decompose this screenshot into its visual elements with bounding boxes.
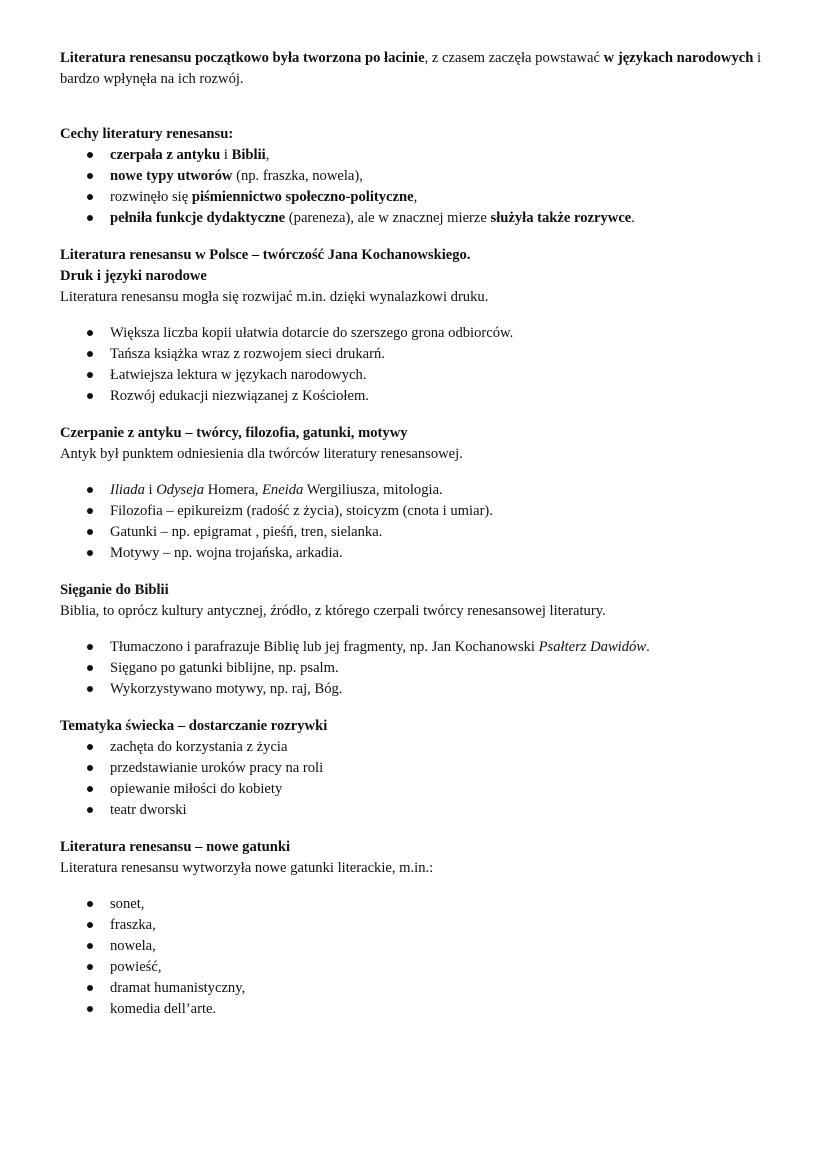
antyk-heading: Czerpanie z antyku – twórcy, filozofia, gatunki, motywy: [60, 425, 408, 441]
list-item: [60, 166, 768, 187]
gatunki-heading: Literatura renesansu – nowe gatunki: [60, 839, 291, 855]
list-item: Gatunki – np. epigramat , pieśń, tren, sielanka.: [60, 522, 768, 543]
text: Tłumaczono i parafrazuje Biblię lub jej fragmenty, np. Jan Kochanowski: [110, 639, 539, 655]
text: (np. fraszka, nowela),: [232, 168, 363, 184]
swiecka-list: [60, 737, 768, 821]
list-item: Filozofia – epikureizm (radość z życia), stoicyzm (cnota i umiar).: [60, 501, 768, 522]
intro-bold-national: w językach narodowych: [603, 50, 754, 66]
text: i: [144, 482, 157, 498]
biblia-heading: Sięganie do Biblii: [60, 582, 169, 598]
list-item: Łatwiejsza lektura w językach narodowych.: [60, 365, 768, 386]
antyk-list: [60, 480, 768, 564]
swiecka-heading: Tematyka świecka – dostarczanie rozrywki: [60, 718, 328, 734]
list-item: Motywy – np. wojna trojańska, arkadia.: [60, 543, 768, 564]
italic-title: Odyseja: [156, 482, 205, 498]
text: .: [646, 639, 650, 655]
text: Wergiliusza, mitologia.: [303, 482, 443, 498]
text: .: [631, 210, 635, 226]
intro-bold-latin: Literatura renesansu początkowo była tworzona po łacinie: [60, 50, 425, 66]
text: Homera,: [204, 482, 263, 498]
list-item: Rozwój edukacji niezwiązanej z Kościołem.: [60, 386, 768, 407]
text: i: [220, 147, 232, 163]
list-item: [60, 187, 768, 208]
list-item: przedstawianie uroków pracy na roli: [60, 758, 768, 779]
text: rozwinęło się: [110, 189, 192, 205]
list-item: [60, 145, 768, 166]
biblia-intro: Biblia, to oprócz kultury antycznej, źródło, z którego czerpali twórcy renesansowej literatury.: [60, 603, 606, 619]
bold-text: piśmiennictwo społeczno-polityczne: [191, 189, 414, 205]
text: ,: [413, 189, 418, 205]
polska-subheading: Druk i języki narodowe: [60, 268, 207, 284]
list-item: fraszka,: [60, 915, 768, 936]
biblia-list: [60, 637, 768, 700]
cechy-list: [60, 145, 768, 229]
bold-text: Biblii: [231, 147, 266, 163]
italic-title: Psałterz Dawidów: [538, 639, 647, 655]
list-item: Większa liczba kopii ułatwia dotarcie do szerszego grona odbiorców.: [60, 323, 768, 344]
intro-text: , z czasem zaczęła powstawać: [424, 50, 604, 66]
polska-list: [60, 323, 768, 407]
intro-paragraph: [60, 48, 768, 90]
intro-text-end: i bardzo wpłynęła na ich rozwój.: [60, 50, 762, 87]
list-item: komedia dell’arte.: [60, 999, 768, 1020]
antyk-intro: Antyk był punktem odniesienia dla twórców literatury renesansowej.: [60, 446, 463, 462]
list-item: [60, 208, 768, 229]
text: ,: [265, 147, 270, 163]
list-item: teatr dworski: [60, 800, 768, 821]
list-item: opiewanie miłości do kobiety: [60, 779, 768, 800]
gatunki-intro: Literatura renesansu wytworzyła nowe gatunki literackie, m.in.:: [60, 860, 434, 876]
bold-text: nowe typy utworów: [110, 168, 233, 184]
italic-title: Eneida: [262, 482, 304, 498]
text: (pareneza), ale w znacznej mierze: [285, 210, 491, 226]
cechy-heading: Cechy literatury renesansu:: [60, 126, 234, 142]
bold-text: pełniła funkcje dydaktyczne: [110, 210, 286, 226]
gatunki-list: [60, 894, 768, 1020]
list-item: powieść,: [60, 957, 768, 978]
polska-intro: Literatura renesansu mogła się rozwijać m.in. dzięki wynalazkowi druku.: [60, 289, 489, 305]
list-item: nowela,: [60, 936, 768, 957]
list-item: zachęta do korzystania z życia: [60, 737, 768, 758]
list-item: Tańsza książka wraz z rozwojem sieci drukarń.: [60, 344, 768, 365]
list-item: sonet,: [60, 894, 768, 915]
bold-text: czerpała z antyku: [110, 147, 221, 163]
bold-text: służyła także rozrywce: [490, 210, 632, 226]
list-item: [60, 480, 768, 501]
italic-title: Iliada: [110, 482, 145, 498]
list-item: Sięgano po gatunki biblijne, np. psalm.: [60, 658, 768, 679]
list-item: [60, 637, 768, 658]
list-item: Wykorzystywano motywy, np. raj, Bóg.: [60, 679, 768, 700]
list-item: dramat humanistyczny,: [60, 978, 768, 999]
polska-heading: Literatura renesansu w Polsce – twórczość Jana Kochanowskiego.: [60, 247, 471, 263]
